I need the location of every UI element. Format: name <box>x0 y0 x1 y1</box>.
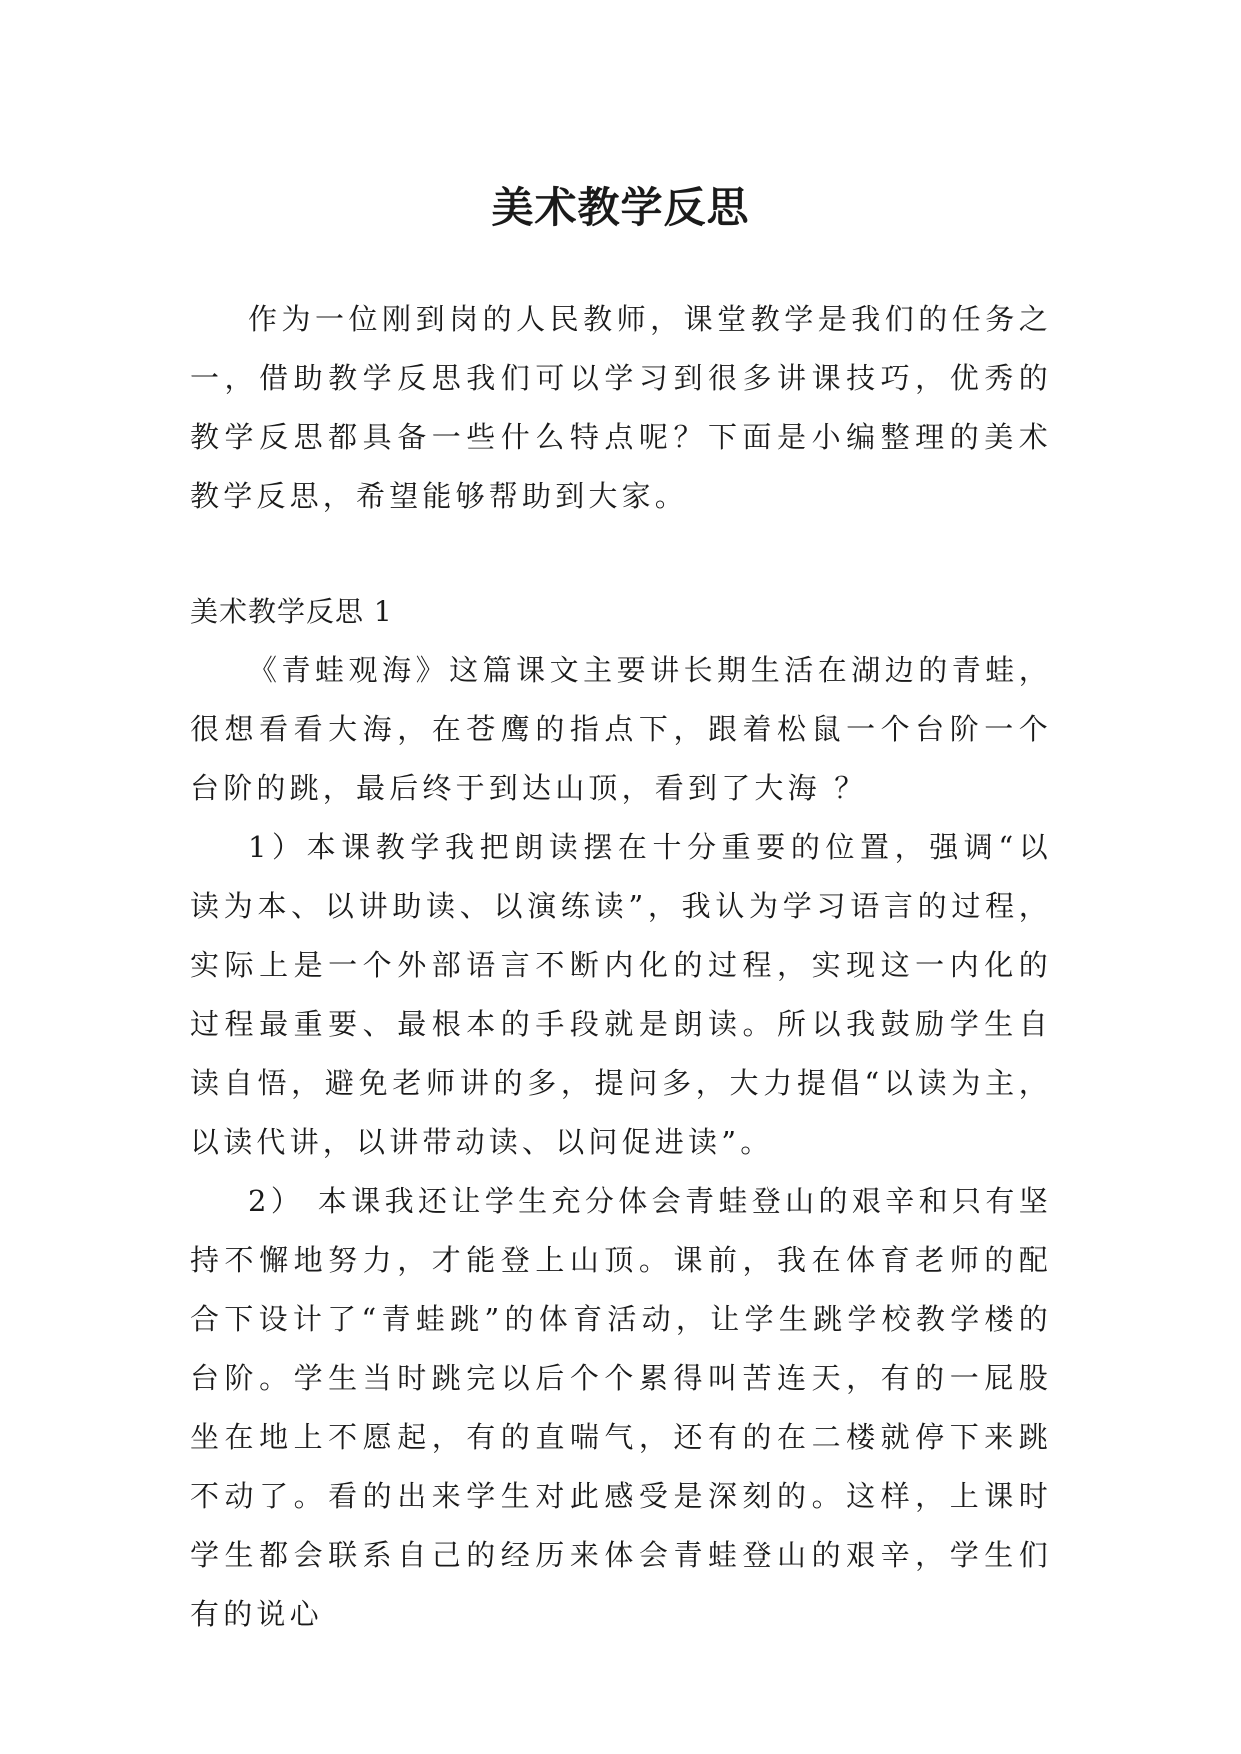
section-paragraph-1: 《青蛙观海》这篇课文主要讲长期生活在湖边的青蛙，很想看看大海，在苍鹰的指点下，跟着松鼠一个台阶一个台阶的跳，最后终于到达山顶，看到了大海 ？ <box>190 653 1052 805</box>
section-paragraph-2: 1）本课教学我把朗读摆在十分重要的位置，强调“以读为本、以讲助读、以演练读”，我认为学习语言的过程，实际上是一个外部语言不断内化的过程，实现这一内化的过程最重要、最根本的手段就是朗读。所以我鼓励学生自读自悟，避免老师讲的多，提问多，大力提倡“以读为主，以读代讲，以讲带动读、以问促进读”。 <box>190 830 1052 1159</box>
document-body <box>190 290 1052 1644</box>
section-paragraph-3: 2） 本课我还让学生充分体会青蛙登山的艰辛和只有坚持不懈地努力，才能登上山顶。课前，我在体育老师的配合下设计了“青蛙跳”的体育活动，让学生跳学校教学楼的台阶。学生当时跳完以后个个累得叫苦连天，有的一屁股坐在地上不愿起，有的直喘气，还有的在二楼就停下来跳不动了。看的出来学生对此感受是深刻的。这样，上课时学生都会联系自己的经历来体会青蛙登山的艰辛，学生们有的说心 <box>190 1184 1052 1631</box>
section-heading: 美术教学反思 1 <box>190 595 393 628</box>
document-title: 美术教学反思 <box>491 183 750 233</box>
intro-paragraph: 作为一位刚到岗的人民教师，课堂教学是我们的任务之一，借助教学反思我们可以学习到很多讲课技巧，优秀的教学反思都具备一些什么特点呢？下面是小编整理的美术教学反思，希望能够帮助到大家。 <box>190 302 1052 513</box>
